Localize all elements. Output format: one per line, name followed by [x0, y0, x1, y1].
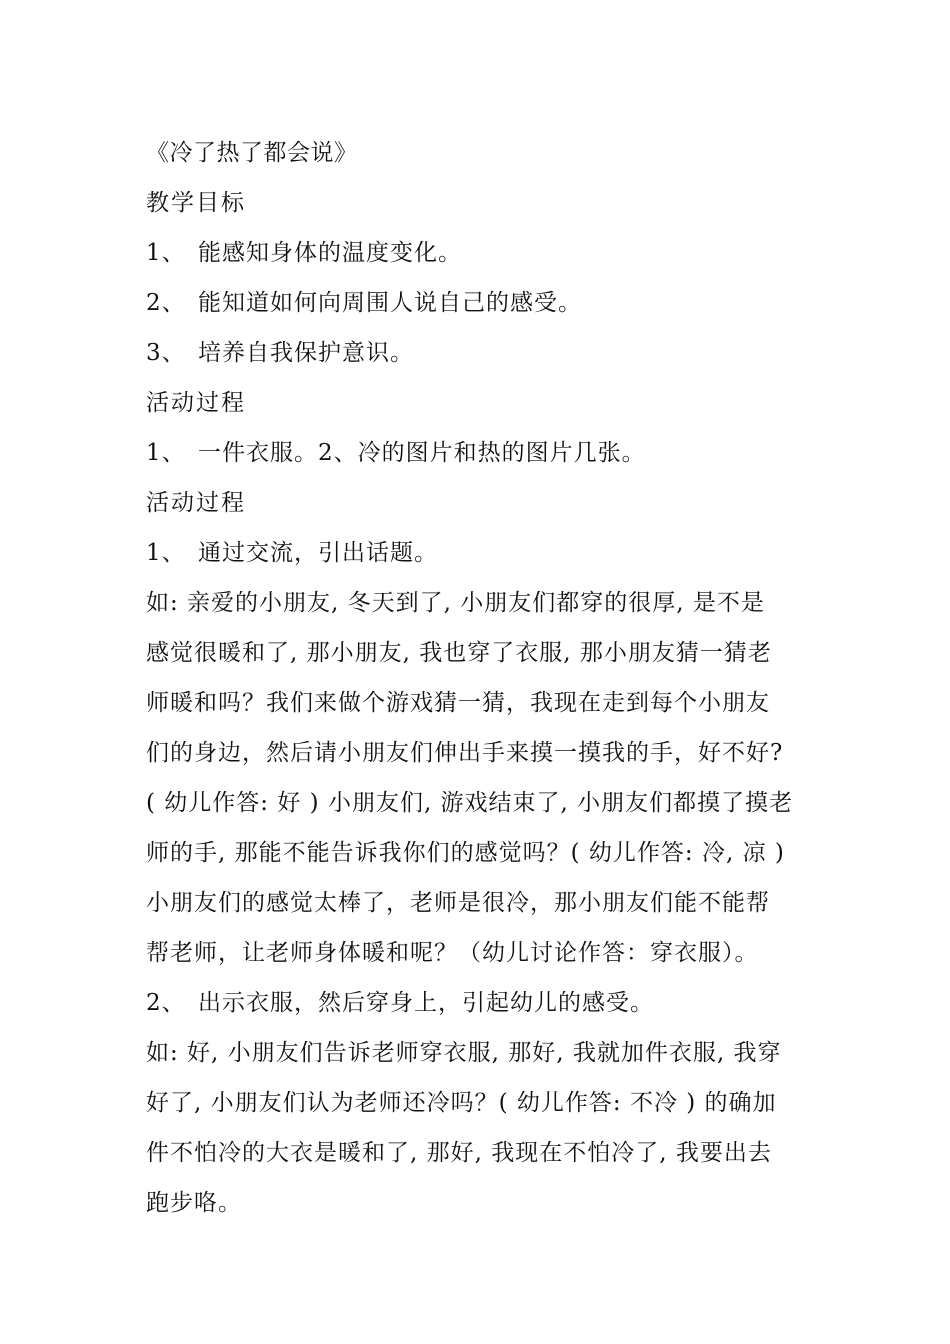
- doc-title: 《冷了热了都会说》: [146, 140, 358, 166]
- paragraph-line: 好了, 小朋友们认为老师还冷吗？( 幼儿作答: 不冷 ) 的确加: [146, 1090, 777, 1116]
- goal-number: 1、: [146, 240, 186, 266]
- paragraph-line: ( 幼儿作答: 好 ) 小朋友们, 游戏结束了, 小朋友们都摸了摸老: [146, 790, 794, 816]
- paragraph-1: [146, 578, 826, 978]
- paragraph-line: 感觉很暖和了, 那小朋友, 我也穿了衣服, 那小朋友猜一猜老: [146, 640, 772, 666]
- step-text: 通过交流，引出话题。: [198, 540, 438, 566]
- paragraph-line: 师暖和吗？我们来做个游戏猜一猜，我现在走到每个小朋友: [146, 690, 770, 716]
- prep-item: [146, 428, 826, 478]
- document-page: [146, 128, 826, 1228]
- prep-number: 1、: [146, 440, 186, 466]
- goal-text: 能知道如何向周围人说自己的感受。: [198, 290, 582, 316]
- goal-number: 3、: [146, 340, 186, 366]
- paragraph-line: 件不怕冷的大衣是暖和了, 那好, 我现在不怕冷了, 我要出去: [146, 1140, 772, 1166]
- goal-number: 2、: [146, 290, 186, 316]
- goals-heading: 教学目标: [146, 190, 246, 216]
- step-text: 出示衣服，然后穿身上，引起幼儿的感受。: [198, 990, 654, 1016]
- paragraph-2: [146, 1028, 826, 1228]
- paragraph-line: 跑步咯。: [146, 1190, 242, 1216]
- paragraph-line: 如: 亲爱的小朋友, 冬天到了, 小朋友们都穿的很厚, 是不是: [146, 590, 765, 616]
- prep-heading: 活动过程: [146, 390, 246, 416]
- step-number: 1、: [146, 540, 186, 566]
- goal-text: 能感知身体的温度变化。: [198, 240, 462, 266]
- prep-text: 一件衣服。2、冷的图片和热的图片几张。: [198, 440, 646, 466]
- step-item: [146, 978, 826, 1028]
- paragraph-line: 师的手, 那能不能告诉我你们的感觉吗？( 幼儿作答: 冷, 凉 ): [146, 840, 785, 866]
- step-item: [146, 528, 826, 578]
- goal-item: [146, 228, 826, 278]
- paragraph-line: 如: 好, 小朋友们告诉老师穿衣服, 那好, 我就加件衣服, 我穿: [146, 1040, 782, 1066]
- goal-item: [146, 278, 826, 328]
- step-number: 2、: [146, 990, 186, 1016]
- goal-text: 培养自我保护意识。: [198, 340, 414, 366]
- goal-item: [146, 328, 826, 378]
- paragraph-line: 帮老师，让老师身体暖和呢？（幼儿讨论作答：穿衣服）。: [146, 940, 759, 966]
- paragraph-line: 们的身边，然后请小朋友们伸出手来摸一摸我的手，好不好?: [146, 740, 784, 766]
- process-heading: 活动过程: [146, 490, 246, 516]
- paragraph-line: 小朋友们的感觉太棒了，老师是很冷，那小朋友们能不能帮: [146, 890, 770, 916]
